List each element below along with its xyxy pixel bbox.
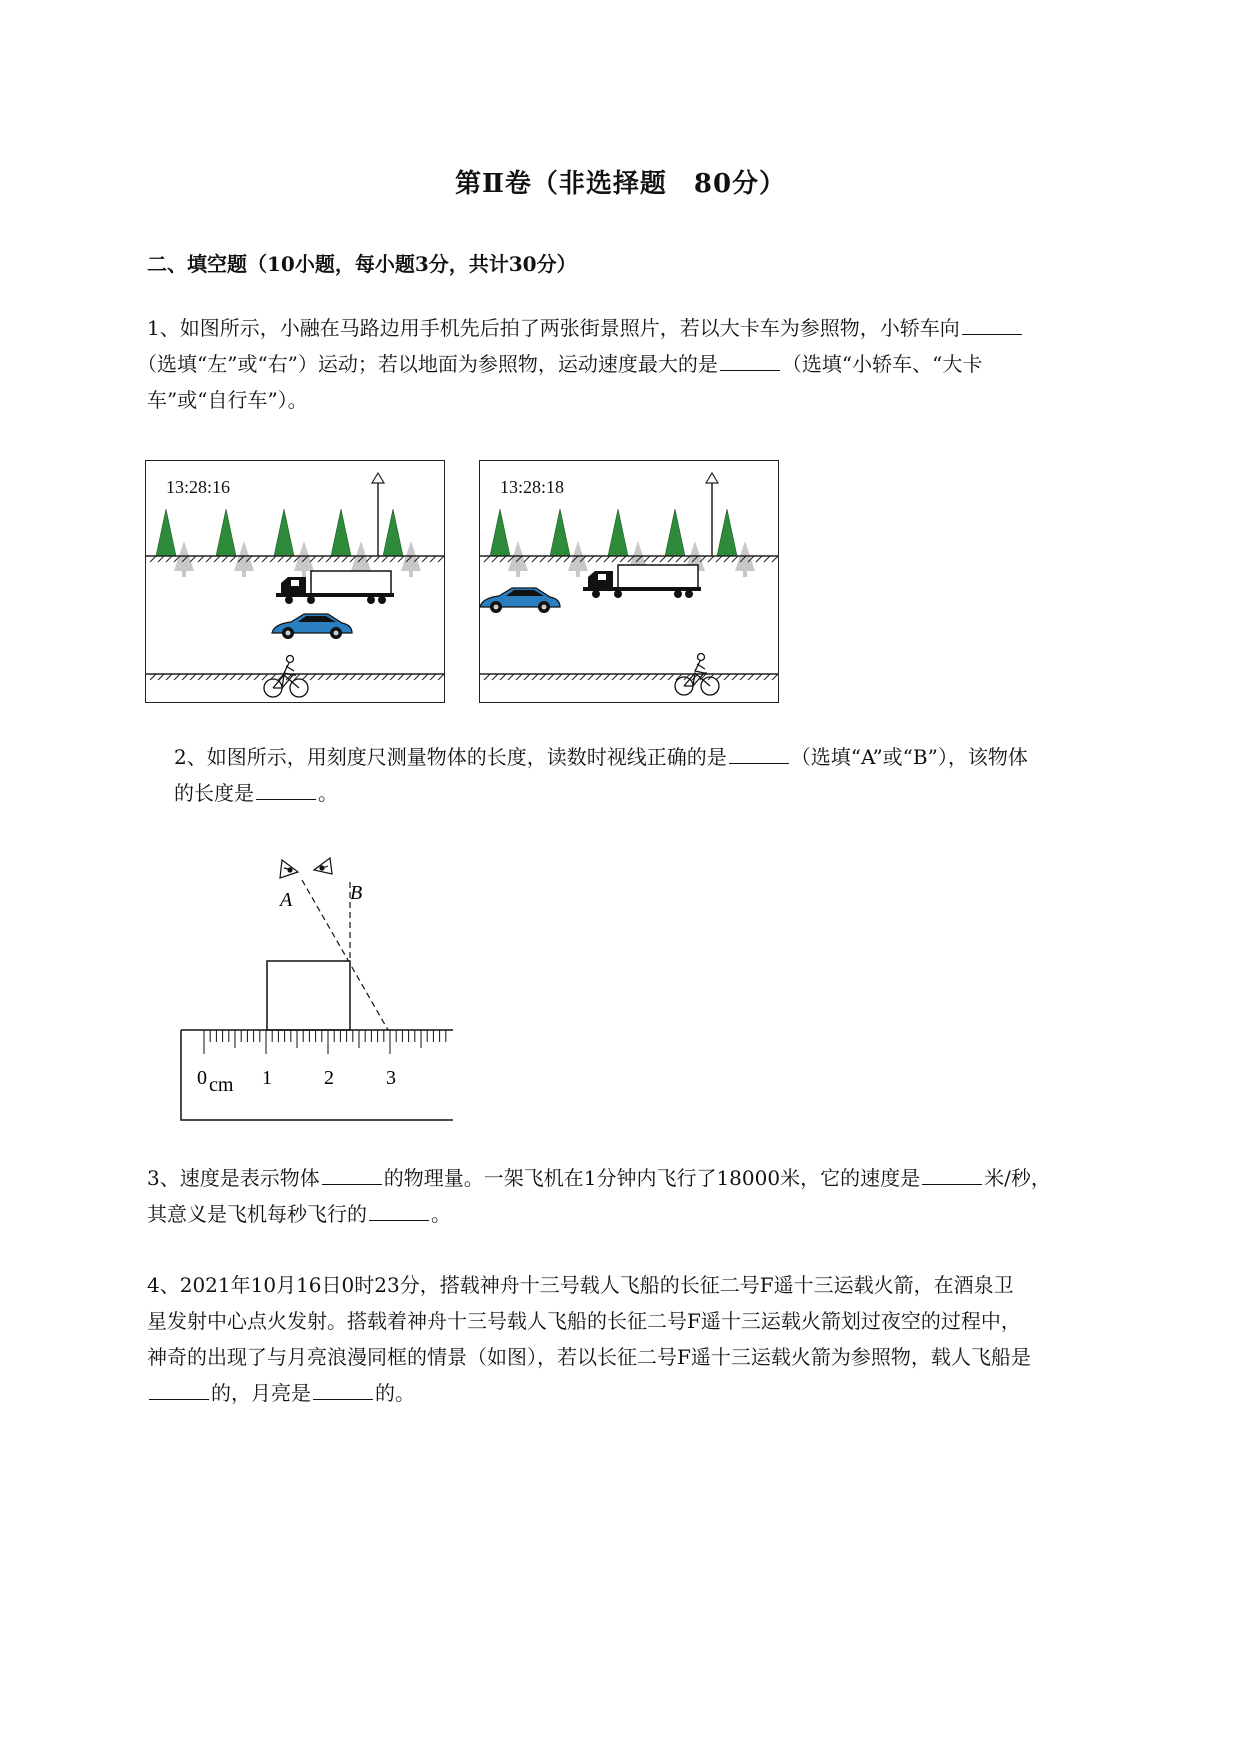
q3-text-1a: 3、速度是表示物体 [147, 1166, 320, 1190]
q4-line-4 [147, 1375, 1157, 1411]
ruler-figure [170, 850, 470, 1134]
q4-line-2: 星发射中心点火发射。搭载着神舟十三号载人飞船的长征二号F遥十三运载火箭划过夜空的过程中， [147, 1309, 1021, 1333]
q3-blank-1[interactable] [322, 1166, 382, 1185]
label-b: B [350, 882, 363, 904]
photo-1-timestamp: 13:28:16 [166, 477, 231, 497]
question-2 [174, 739, 1164, 811]
q2-text-2b: 。 [318, 781, 338, 805]
section-heading: 二、填空题（10小题，每小题3分，共计30分） [147, 252, 577, 276]
q1-blank-1[interactable] [962, 316, 1022, 335]
q4-line-3: 神奇的出现了与月亮浪漫同框的情景（如图），若以长征二号F遥十三运载火箭为参照物，载人飞船是 [147, 1345, 1031, 1369]
truck-icon [583, 565, 701, 598]
tick-label-1: 1 [262, 1067, 272, 1089]
eye-b-icon [314, 858, 332, 874]
q3-blank-3[interactable] [369, 1202, 429, 1221]
q1-line-3: 车”或“自行车”）。 [147, 388, 308, 412]
q1-text-1: 1、如图所示，小融在马路边用手机先后拍了两张街景照片，若以大卡车为参照物，小轿车向 [147, 316, 960, 340]
q3-blank-2[interactable] [922, 1166, 982, 1185]
eye-a-icon [280, 860, 298, 878]
q3-text-2a: 其意义是飞机每秒飞行的 [147, 1202, 367, 1226]
q3-line-1 [147, 1160, 1167, 1196]
ruler-diagram [170, 850, 470, 1130]
q3-text-2b: 。 [431, 1202, 451, 1226]
q1-text-2a: （选填“左”或“右”）运动；若以地面为参照物，运动速度最大的是 [137, 352, 718, 376]
question-4 [147, 1267, 1157, 1411]
q2-line-1 [174, 739, 1164, 775]
q3-text-1c: 米/秒， [984, 1166, 1051, 1190]
q1-text-2b: （选填“小轿车、“大卡 [781, 352, 983, 376]
tick-label-0: 0 [197, 1067, 207, 1089]
car-icon [480, 588, 560, 613]
green-trees [490, 509, 737, 556]
q2-blank-2[interactable] [256, 781, 316, 800]
question-3 [147, 1160, 1167, 1232]
q3-line-2 [147, 1196, 1167, 1232]
street-photo-1 [145, 460, 445, 703]
q4-line-1: 4、2021年10月16日0时23分，搭载神舟十三号载人飞船的长征二号F遥十三运载火箭，在酒泉卫 [147, 1273, 1014, 1297]
ruler-ticks [204, 1030, 446, 1054]
q2-text-2a: 的长度是 [174, 781, 254, 805]
q2-blank-1[interactable] [729, 745, 789, 764]
q3-text-1b: 的物理量。一架飞机在1分钟内飞行了18000米，它的速度是 [383, 1166, 921, 1190]
q2-line-2 [174, 775, 1164, 811]
truck-icon [276, 571, 394, 604]
green-trees [156, 509, 403, 556]
q2-text-1b: （选填“A”或“B”），该物体 [790, 745, 1028, 769]
q1-line-2 [137, 346, 1157, 382]
tick-label-2: 2 [324, 1067, 334, 1089]
q4-blank-1[interactable] [149, 1381, 209, 1400]
measured-object [267, 961, 350, 1030]
q4-text-4b: 的。 [375, 1381, 415, 1405]
q2-text-1a: 2、如图所示，用刻度尺测量物体的长度，读数时视线正确的是 [174, 745, 727, 769]
label-a: A [280, 889, 293, 911]
bicycle-icon [264, 656, 308, 698]
q1-blank-2[interactable] [720, 352, 780, 371]
street-photo-2 [479, 460, 779, 703]
photo-2-timestamp: 13:28:18 [500, 477, 565, 497]
q1-line-1 [147, 310, 1157, 346]
ruler-unit: cm [209, 1074, 234, 1096]
car-icon [272, 614, 352, 639]
tick-label-3: 3 [386, 1067, 396, 1089]
page-title: 第Ⅱ卷（非选择题 80分） [454, 169, 787, 199]
q4-blank-2[interactable] [313, 1381, 373, 1400]
question-1 [137, 310, 1157, 418]
q4-text-4a: 的，月亮是 [211, 1381, 311, 1405]
